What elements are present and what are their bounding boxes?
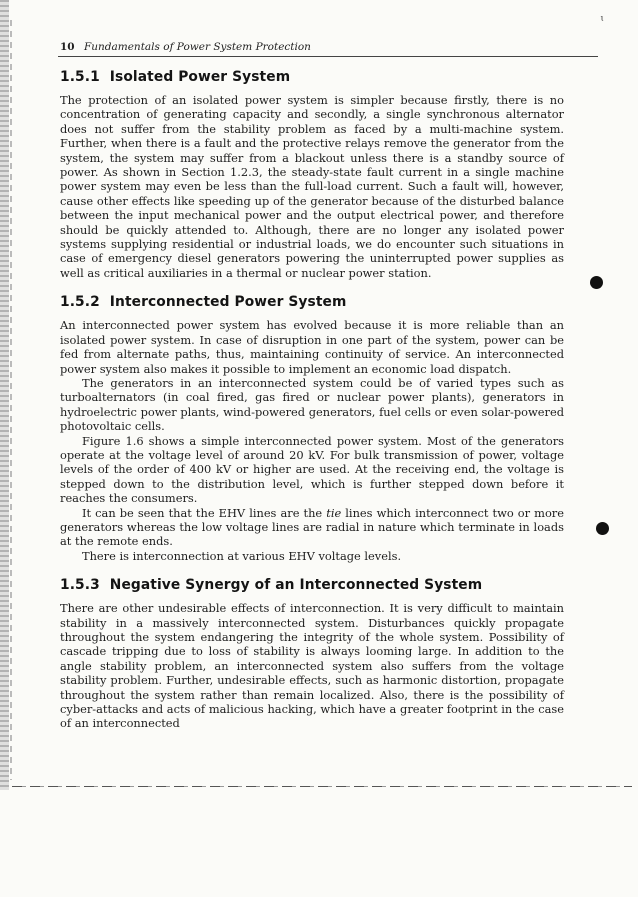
paragraph: Figure 1.6 shows a simple interconnected power system. Most of the generators operate at the voltage level of around 20 kV. For bulk transmission of power, voltage levels of the order of 400 kV or higher are used. At the receiving end, the voltage is stepped down to the distribution level, which is further stepped down before it reaches the consumers. (60, 433, 564, 506)
page-number: 10 (60, 41, 75, 53)
paragraph-text: lines which interconnect two or more generators whereas the low voltage lines are radial in nature which terminate in loads at the remote ends. (60, 505, 564, 549)
section-1-5-3 (60, 577, 564, 731)
section-title: Negative Synergy of an Interconnected System (109, 577, 483, 594)
header-rule (58, 56, 598, 57)
running-title: Fundamentals of Power System Protection (83, 41, 311, 53)
paragraph: The protection of an isolated power system is simpler because firstly, there is no concentration of generating capacity and secondly, a single synchronous alternator does not suffer from the stability problem as faced by a multi-machine system. Further, when there is a fault and the protective relays remove the generator from the system, the system may suffer from a blackout unless there is a standby source of power. As shown in Section 1.2.3, the steady-state fault current in a single machine power system may even be less than the full-load current. Such a fault will, however, cause other effects like speeding up of the generator because of the disturbed balance between the input mechanical power and the output electrical power, and therefore should be quickly attended to. Although, there are no longer any isolated power systems supplying residential or industrial loads, we do encounter such situations in case of emergency diesel generators powering the uninterrupted power supplies as well as critical auxiliaries in a thermal or nuclear power station. (60, 93, 564, 280)
section-number: 1.5.3 (60, 577, 100, 594)
section-heading (60, 577, 564, 593)
page-binding-edge (0, 0, 9, 790)
running-header (60, 41, 602, 53)
section-title: Interconnected Power System (109, 294, 347, 311)
corner-mark: ɩ (600, 14, 604, 24)
section-heading (60, 294, 564, 310)
section-1-5-1 (60, 69, 564, 280)
section-1-5-2 (60, 294, 564, 563)
paragraph: There are other undesirable effects of interconnection. It is very difficult to maintain stability in a massively interconnected system. Disturbances quickly propagate throughout the system endangering the integrity of the whole system. Possibility of cascade tripping due to loss of stability is always looming large. In addition to the angle stability problem, an interconnected system also suffers from the voltage stability problem. Further, undesirable effects, such as harmonic distortion, propagate throughout the system rather than remain localized. Also, there is the possibility of cyber-attacks and acts of malicious hacking, which have a greater footprint in the case of an interconnected (60, 601, 564, 731)
paragraph-text: It can be seen that the EHV lines are the (82, 505, 327, 520)
paragraph (60, 506, 564, 549)
paragraph: There is interconnection at various EHV voltage levels. (82, 548, 402, 563)
punch-hole-mark (596, 522, 609, 535)
bottom-edge-line (12, 786, 632, 787)
page-body (60, 65, 564, 745)
section-number: 1.5.1 (60, 69, 100, 85)
section-heading (60, 69, 564, 85)
punch-hole-mark (590, 276, 603, 289)
paragraph: The generators in an interconnected system could be of varied types such as turboalternators (in coal fired, gas fired or nuclear power plants), generators in hydroelectric power plants, wind-powered generators, fuel cells or even solar-powered photovoltaic cells. (60, 375, 564, 434)
section-title: Isolated Power System (109, 69, 291, 85)
paragraph: An interconnected power system has evolved because it is more reliable than an isolated power system. In case of disruption in one part of the system, power can be fed from alternate paths, thus, maintaining continuity of service. An interconnected power system also makes it possible to implement an economic load dispatch. (60, 318, 564, 376)
emphasis-text: tie (326, 505, 342, 520)
section-number: 1.5.2 (60, 294, 100, 311)
page-binding-shadow (10, 20, 12, 780)
